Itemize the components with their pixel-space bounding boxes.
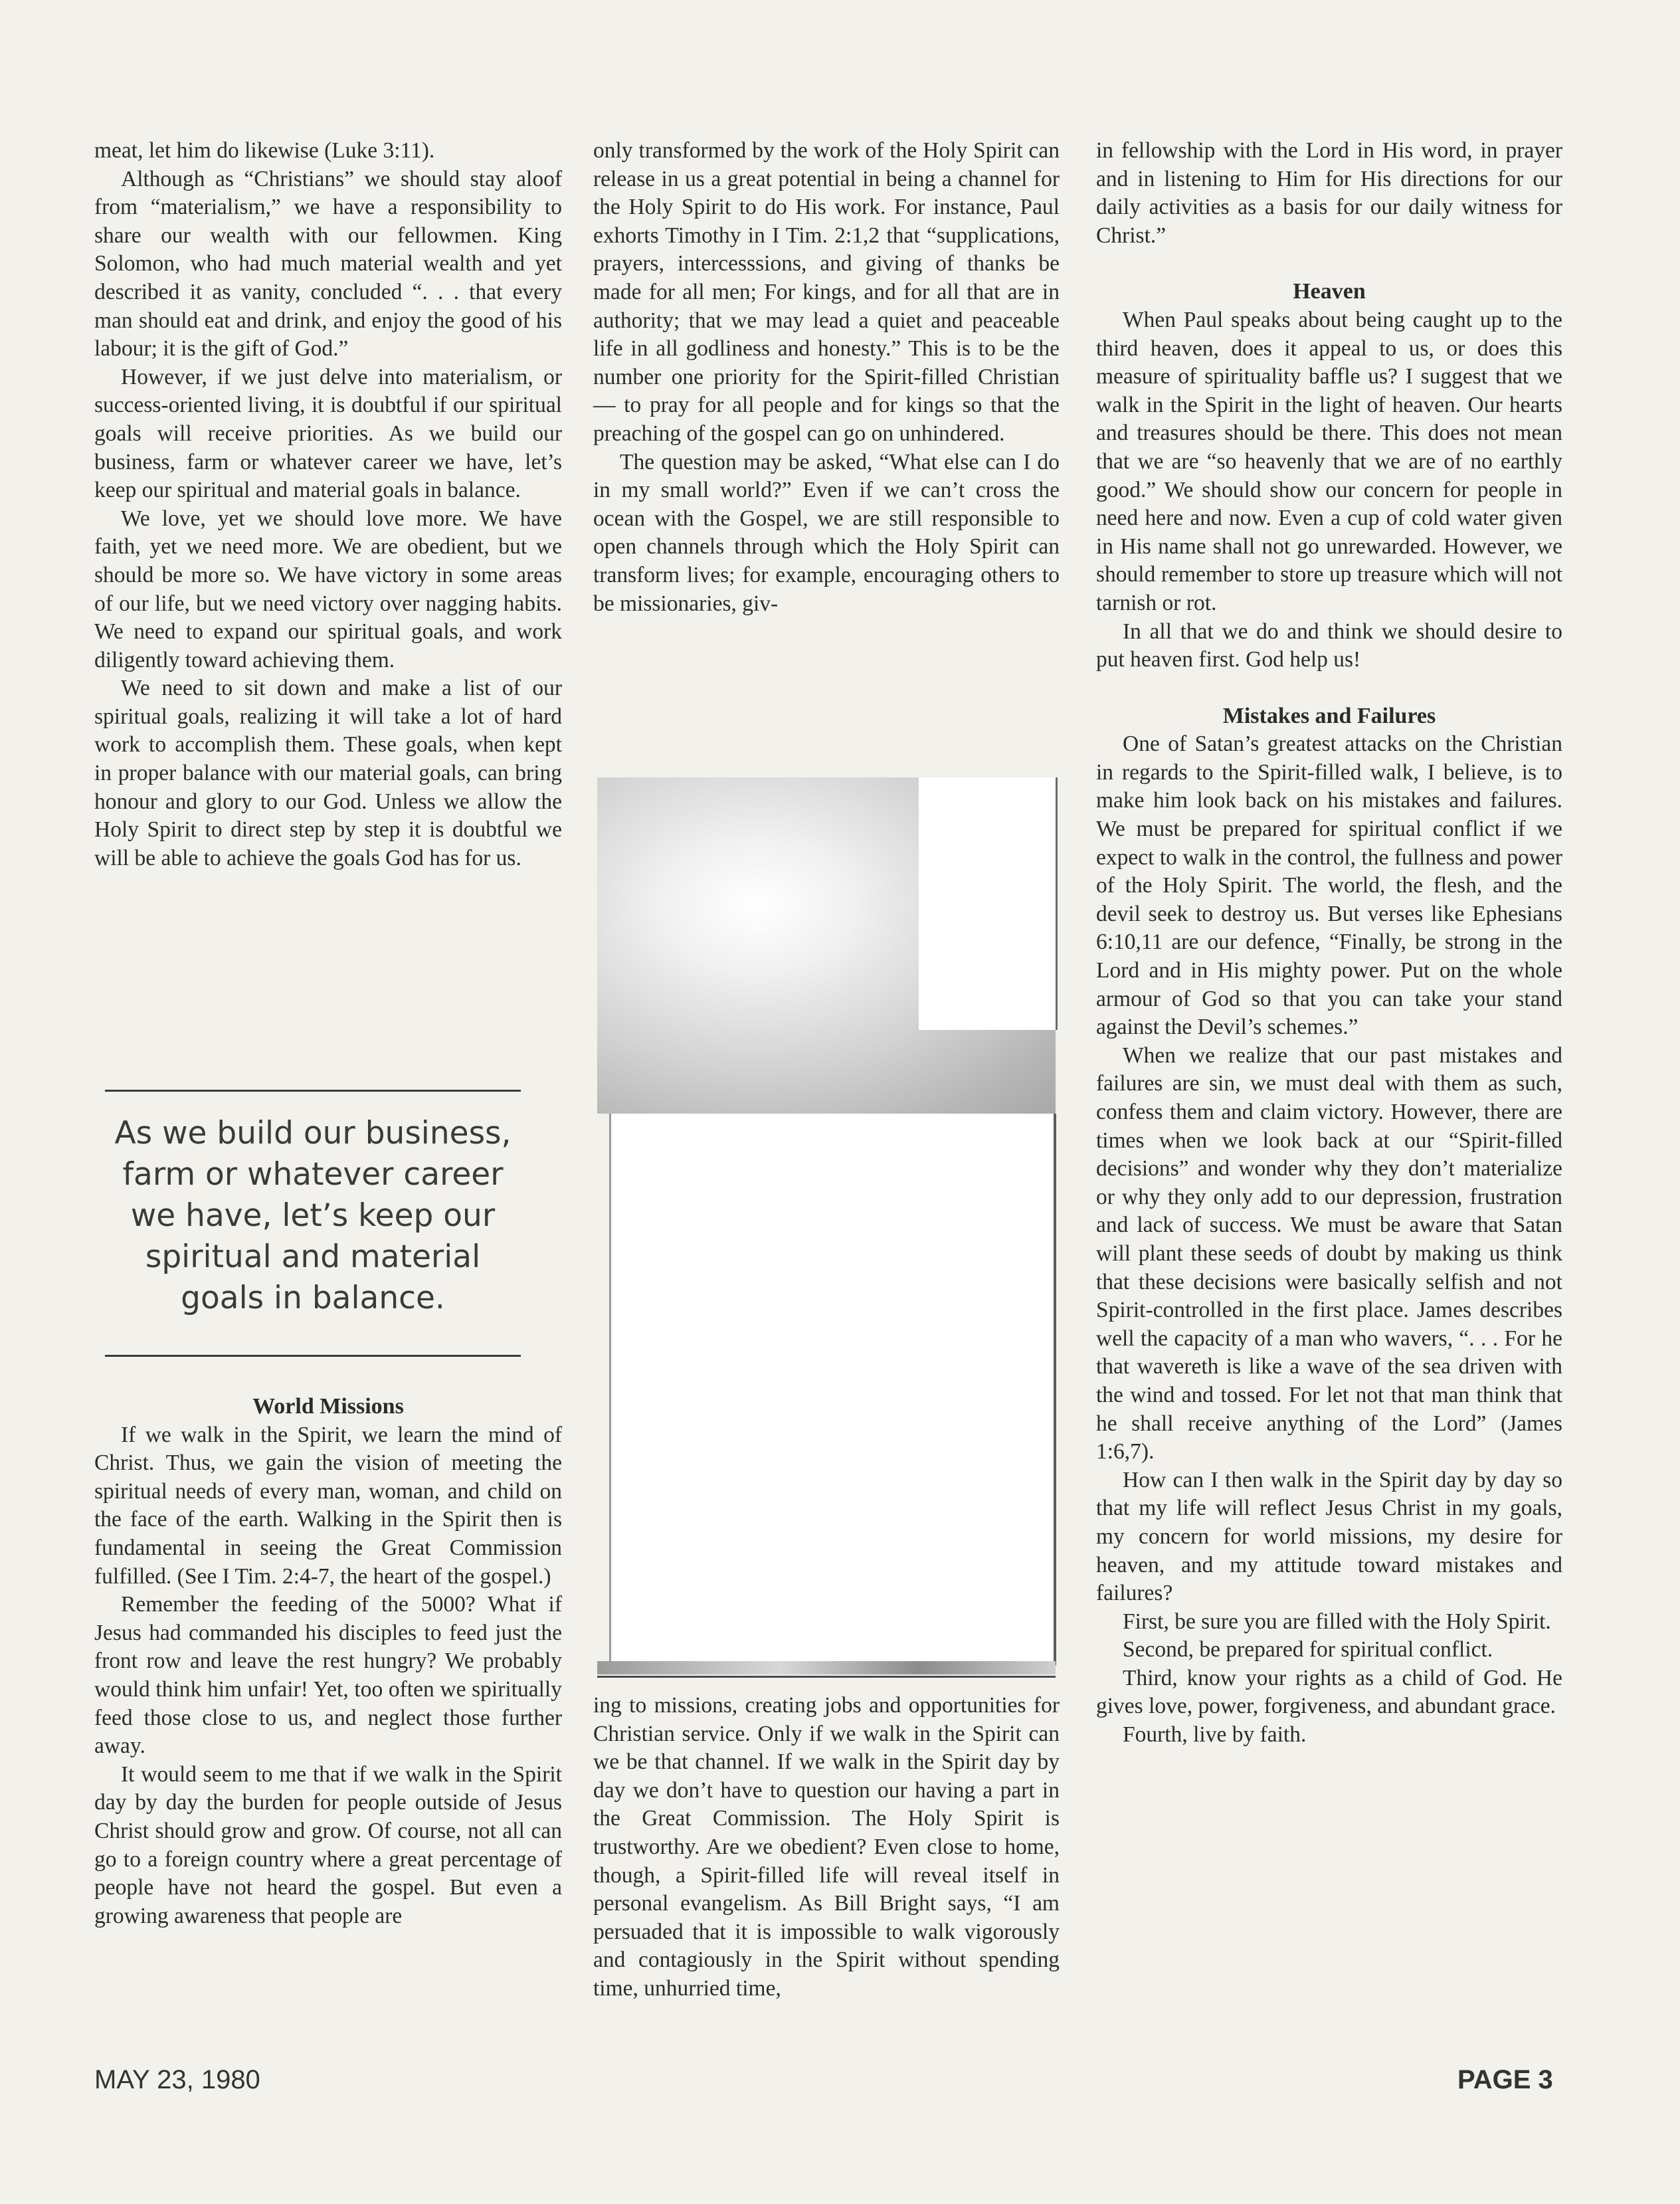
footer-date: MAY 23, 1980: [94, 2065, 260, 2094]
page-number: PAGE 3: [1457, 2065, 1553, 2094]
column-2-bottom: [593, 1692, 1060, 2003]
column-3: [1096, 137, 1562, 1750]
paragraph: In all that we do and think we should desire to put heaven first. God help us!: [1096, 619, 1562, 672]
paragraph: Remember the feeding of the 5000? What if Jesus had commanded his disciples to feed just the front row and leave the rest hungry? We probably would think him unfair! Yet, too often we spiritually feed those close to us, and neglect those further away.: [94, 1592, 562, 1759]
column-2-top: [593, 137, 1060, 618]
paragraph: However, if we just delve into materialism, or success-oriented living, it is doubtful if our spiritual goals will receive priorities. As we build our business, farm or whatever career we have, let’s keep our spiritual and material goals in balance.: [94, 364, 562, 503]
paragraph: When we realize that our past mistakes and failures are sin, we must deal with them as such, confess them and claim victory. However, there are times when we look back at our “Spirit-filled decisions” and wonder why they don’t materialize or why they only add to our depression, frustration and lack of success. We must be aware that Satan will plant these seeds of doubt by making us think that these decisions were basically selfish and not Spirit-controlled in the first place. James describes well the capacity of a man who wavers, “. . . For he that wavereth is like a wave of the sea driven with the wind and tossed. For let not that man think that he shall receive anything of the Lord” (James 1:6,7).: [1096, 1043, 1562, 1464]
paragraph: When Paul speaks about being caught up to the third heaven, does it appeal to us, or does this measure of spirituality baffle us? I suggest that we walk in the Spirit in the light of heaven. Our hearts and treasures should be there. This does not mean that we are “so heavenly that we are of no earthly good.” We should show our concern for people in need here and now. Even a cup of cold water given in His name shall not go unrewarded. However, we should remember to store up treasure which will not tarnish or rot.: [1096, 307, 1562, 615]
section-heading: Mistakes and Failures: [1222, 703, 1436, 728]
paragraph: Third, know your rights as a child of God. He gives love, power, forgiveness, and abundant grace.: [1096, 1665, 1562, 1719]
section-heading: Heaven: [1293, 279, 1366, 304]
paragraph: We love, yet we should love more. We have faith, yet we need more. We are obedient, but we should be more so. We have victory in some areas of our life, but we need victory over nagging habits. We need to expand our spiritual goals, and work diligently toward achieving them.: [94, 506, 562, 672]
photo-blank-area: [609, 1114, 1056, 1665]
paragraph: meat, let him do likewise (Luke 3:11).: [94, 138, 435, 163]
photo-blank-area: [919, 777, 1058, 1030]
paragraph: Fourth, live by faith.: [1123, 1722, 1307, 1748]
paragraph: One of Satan’s greatest attacks on the Christian in regards to the Spirit-filled walk, I believe, is to make him look back on his mistakes and failures. We must be prepared for spiritual conflict if we expect to walk in the control, the fullness and power of the Holy Spirit. The world, the flesh, and the devil seek to destroy us. But verses like Ephesians 6:10,11 are our defence, “Finally, be strong in the Lord and in His mighty power. Put on the whole armour of God so that you can take your stand against the Devil’s schemes.”: [1096, 732, 1562, 1040]
paragraph: It would seem to me that if we walk in the Spirit day by day the burden for people outside of Jesus Christ should grow and grow. Of course, not all can go to a foreign country where a great percentage of people have not heard the gospel. But even a growing awareness that people are: [94, 1761, 562, 1928]
paragraph: Second, be prepared for spiritual conflict.: [1123, 1637, 1493, 1662]
paragraph: in fellowship with the Lord in His word, in prayer and in listening to Him for His directions for our daily activities as a basis for our daily witness for Christ.”: [1096, 138, 1562, 248]
paragraph: Although as “Christians” we should stay aloof from “materialism,” we have a responsibility to share our wealth with our fellowmen. King Solomon, who had much material wealth and yet described it as vanity, concluded “. . . that every man should eat and drink, and enjoy the good of his labour; it is the gift of God.”: [94, 166, 562, 361]
paragraph: only transformed by the work of the Holy Spirit can release in us a great potential in being a channel for the Holy Spirit to do His work. For instance, Paul exhorts Timothy in I Tim. 2:1,2 that “supplications, prayers, intercesssions, and giving of thanks be made for all men; For kings, and for all that are in authority; that we may lead a quiet and peaceable life in all godliness and honesty.” This is to be the number one priority for the Spirit-filled Christian — to pray for all people and for kings so that the preaching of the gospel can go on unhindered.: [593, 138, 1060, 446]
section-heading: World Missions: [252, 1394, 404, 1419]
paragraph: How can I then walk in the Spirit day by day so that my life will reflect Jesus Christ in my goals, my concern for world missions, my desire for heaven, and my attitude toward mistakes and failures?: [1096, 1467, 1562, 1606]
pull-quote: As we build our business, farm or whatever career we have, let’s keep our spiritual and material goals in balance.: [105, 1090, 521, 1357]
paragraph: If we walk in the Spirit, we learn the mind of Christ. Thus, we gain the vision of meeting the spiritual needs of every man, woman, and child on the face of the earth. Walking in the Spirit then is fundamental in seeing the Great Commission fulfilled. (See I Tim. 2:4-7, the heart of the gospel.): [94, 1422, 562, 1589]
photo-bottom-strip: [597, 1661, 1056, 1674]
paragraph: First, be sure you are filled with the Holy Spirit.: [1123, 1609, 1551, 1634]
column-1: [94, 137, 562, 872]
world-missions-section: [94, 1393, 562, 1930]
paragraph: We need to sit down and make a list of our spiritual goals, realizing it will take a lot of hard work to accomplish them. These goals, when kept in proper balance with our material goals, can bring honour and glory to our God. Unless we allow the Holy Spirit to direct step by step it is doubtful we will be able to achieve the goals God has for us.: [94, 676, 562, 870]
photo: [597, 777, 1056, 1678]
paragraph: ing to missions, creating jobs and opportunities for Christian service. Only if we walk in the Spirit can we be that channel. If we walk in the Spirit day by day we don’t have to question our having a part in the Great Commission. The Holy Spirit is trustworthy. Are we obedient? Even close to home, though, a Spirit-filled life will reveal itself in personal evangelism. As Bill Bright says, “I am persuaded that it is impossible to walk vigorously and contagiously in the Spirit without spending time, unhurried time,: [593, 1693, 1060, 2001]
paragraph: The question may be asked, “What else can I do in my small world?” Even if we can’t cross the ocean with the Gospel, we are still responsible to open channels through which the Holy Spirit can transform lives; for example, encouraging others to be missionaries, giv-: [593, 449, 1060, 616]
